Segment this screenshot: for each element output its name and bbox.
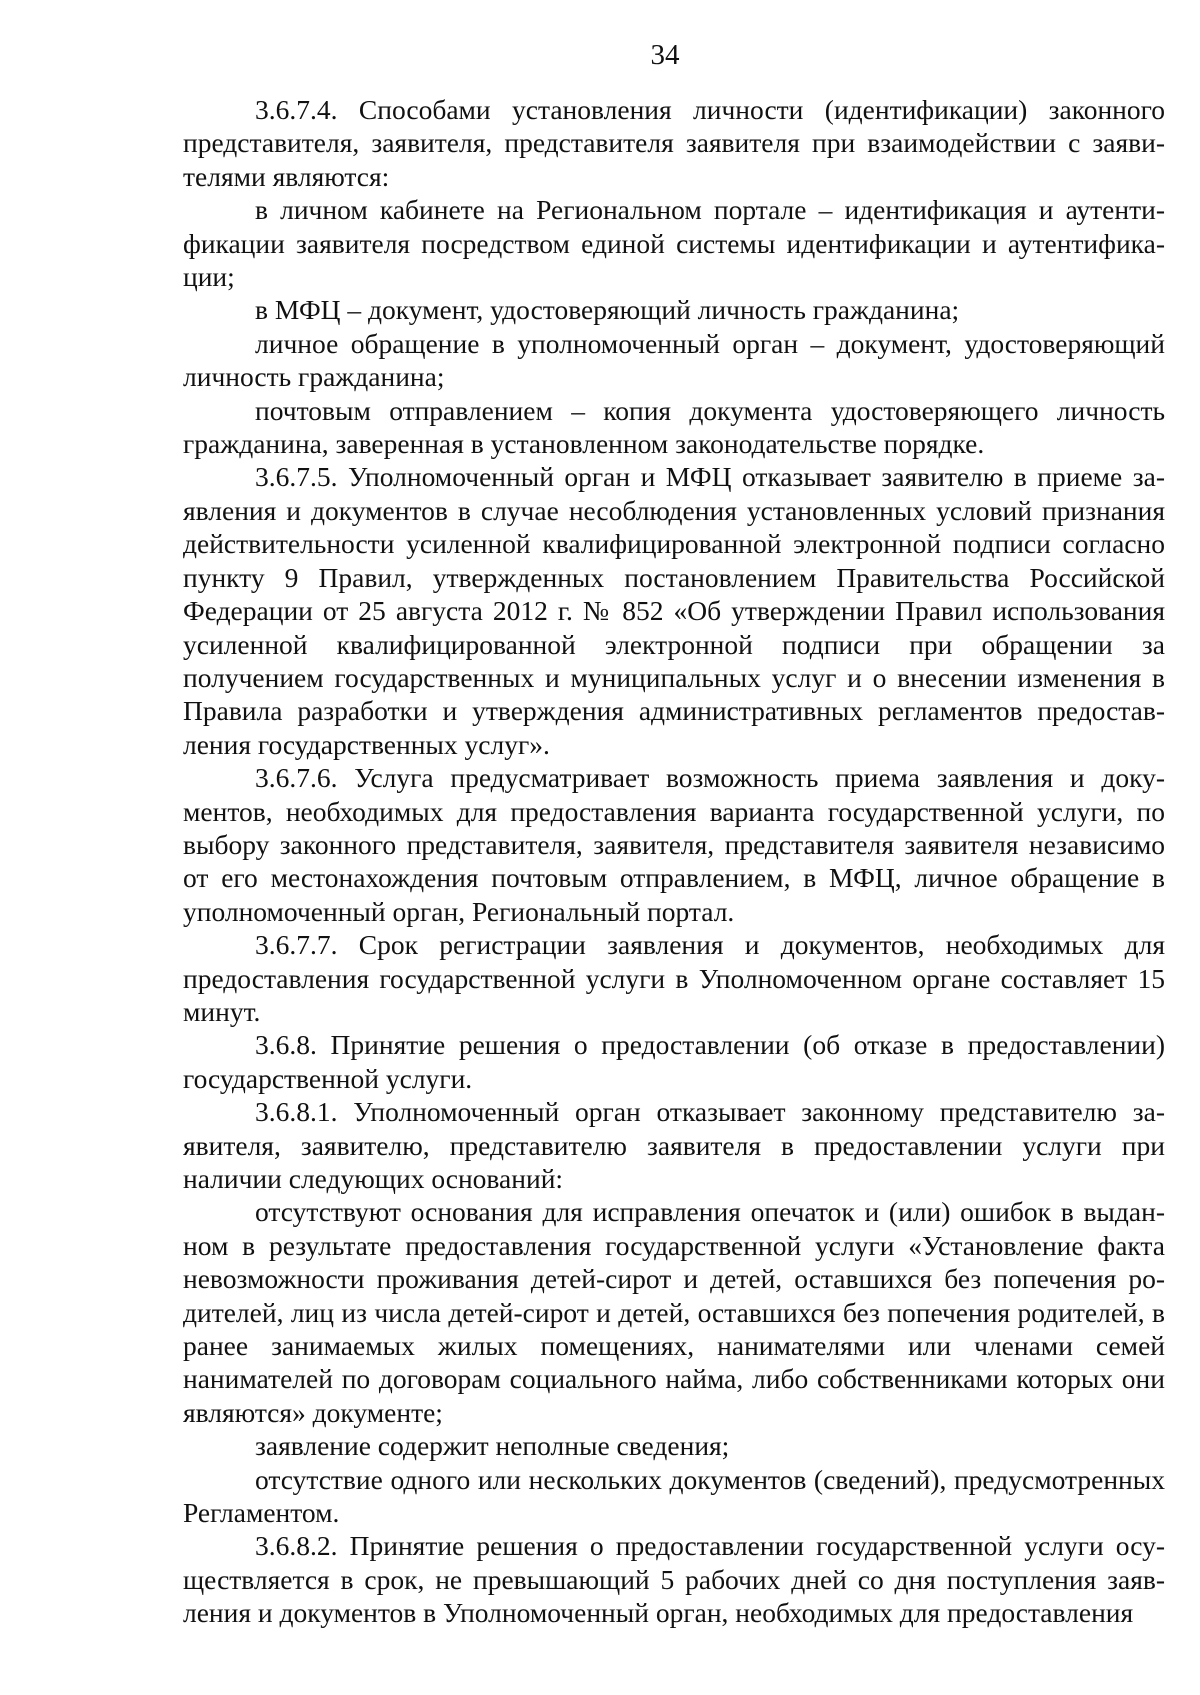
- paragraph-3-6-8: 3.6.8. Принятие решения о предоставлении (об отказе в предоставлении) государственной услуги.: [183, 1029, 1165, 1094]
- paragraph-no-grounds: отсутствуют основания для исправления опечаток и (или) ошибок в выданном в результате предоставления государственной услуги «Установление факта невозможности проживания детей-сирот и детей, оставшихся без попечения родителей, лиц из числа детей-сирот и детей, оставшихся без попечения родителей, в ранее занимаемых жилых помещениях, нанимателями или членами семей нанимателей по договорам социального найма, либо собственниками которых они являются» документе;: [183, 1196, 1165, 1428]
- paragraph-missing-documents: отсутствие одного или нескольких документов (сведений), предусмотренных Регламентом.: [183, 1463, 1165, 1529]
- paragraph-3-6-8-1: 3.6.8.1. Уполномоченный орган отказывает законному представителю заявителя, заявителю, представителю заявителя в предоставлении услуги при наличии следующих оснований:: [183, 1096, 1165, 1194]
- paragraph-mfc: в МФЦ – документ, удостоверяющий личность гражданина;: [255, 294, 960, 326]
- page-number: 34: [650, 39, 680, 71]
- paragraph-3-6-7-4: 3.6.7.4. Способами установления личности (идентификации) законного представителя, заявителя, представителя заявителя при взаимодействии с заявителями являются:: [183, 94, 1165, 192]
- document-body: [183, 93, 1165, 1630]
- paragraph-postal: почтовым отправлением – копия документа удостоверяющего личность гражданина, заверенная в установленном законодательстве порядке.: [183, 394, 1165, 460]
- paragraph-3-6-7-6: 3.6.7.6. Услуга предусматривает возможность приема заявления и документов, необходимых для предоставления варианта государственной услуги, по выбору законного представителя, заявителя, представителя заявителя независимо от его местонахождения почтовым отправлением, в МФЦ, личное обращение в уполномоченный орган, Региональный портал.: [183, 762, 1165, 927]
- paragraph-3-6-7-5: 3.6.7.5. Уполномоченный орган и МФЦ отказывает заявителю в приеме заявления и документов в случае несоблюдения установленных условий признания действительности усиленной квалифицированной электронной подписи согласно пункту 9 Правил, утвержденных постановлением Правительства Российской Федерации от 25 августа 2012 г. № 852 «Об утверждении Правил использования усиленной квалифицированной электронной подписи при обращении за получением государственных и муниципальных услуг и о внесении изменения в Правила разработки и утверждения административных регламентов предоставления государственных услуг».: [183, 461, 1165, 760]
- paragraph-personal-cabinet: в личном кабинете на Региональном портале – идентификация и аутентификации заявителя посредством единой системы идентификации и аутентификации;: [183, 194, 1165, 293]
- paragraph-incomplete-info: заявление содержит неполные сведения;: [255, 1430, 730, 1462]
- paragraph-personal-appeal: личное обращение в уполномоченный орган – документ, удостоверяющий личность гражданина;: [183, 327, 1165, 393]
- paragraph-3-6-7-7: 3.6.7.7. Срок регистрации заявления и документов, необходимых для предоставления государственной услуги в Уполномоченном органе составляет 15 минут.: [183, 929, 1165, 1027]
- paragraph-3-6-8-2: 3.6.8.2. Принятие решения о предоставлении государственной услуги осуществляется в срок, не превышающий 5 рабочих дней со дня поступления заявления и документов в Уполномоченный орган, необходимых для предоставления: [183, 1530, 1165, 1629]
